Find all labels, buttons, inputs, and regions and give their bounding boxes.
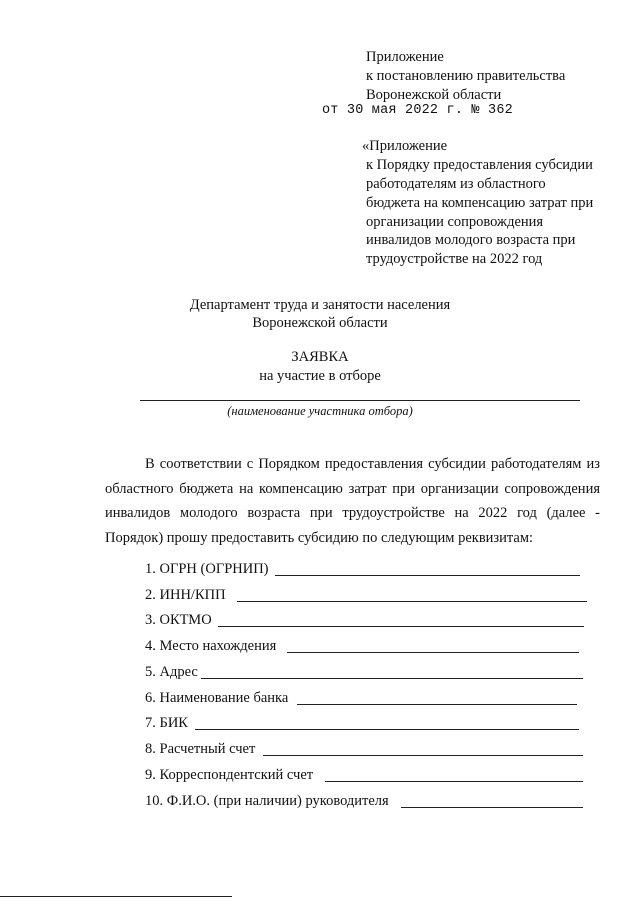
- field-label: 4. Место нахождения: [145, 638, 277, 654]
- field-bank-name[interactable]: [145, 689, 585, 709]
- header-line-2: к постановлению правительства: [366, 68, 566, 84]
- field-blank-line[interactable]: [195, 729, 579, 730]
- field-blank-line[interactable]: [401, 807, 583, 808]
- field-label: 9. Корреспондентский счет: [145, 767, 314, 783]
- field-label: 7. БИК: [145, 715, 188, 731]
- field-label: 5. Адрес: [145, 664, 198, 680]
- participant-name-caption: (наименование участника отбора): [227, 404, 413, 418]
- department-line-2: Воронежской области: [252, 315, 388, 331]
- footnote-separator: [0, 896, 232, 897]
- annex-line-1: «Приложение: [362, 138, 448, 154]
- field-oktmo[interactable]: [145, 611, 585, 631]
- body-paragraph: [105, 452, 600, 550]
- annex-line-7: трудоустройстве на 2022 год: [366, 251, 543, 267]
- field-label: 1. ОГРН (ОГРНИП): [145, 561, 269, 577]
- body-paragraph-text: В соответствии с Порядком предоставления субсидии работодателям из областного бюджета на компенсацию затрат при организации сопровождения инвалидов молодого возраста при трудоустройстве на 2022 год (далее - Порядок) прошу предоставить субсидию по следующим реквизитам:: [105, 456, 600, 546]
- field-settlement-account[interactable]: [145, 740, 585, 760]
- field-ogrn[interactable]: [145, 560, 585, 580]
- document-subtitle: на участие в отборе: [259, 368, 381, 384]
- field-label: 10. Ф.И.О. (при наличии) руководителя: [145, 793, 389, 809]
- field-label: 6. Наименование банка: [145, 690, 289, 706]
- annex-line-4: бюджета на компенсацию затрат при: [366, 195, 594, 211]
- header-line-1: Приложение: [366, 49, 444, 65]
- field-director-name[interactable]: [145, 792, 585, 812]
- field-label: 3. ОКТМО: [145, 612, 212, 628]
- field-address[interactable]: [145, 663, 585, 683]
- department-line-1: Департамент труда и занятости населения: [189, 297, 451, 313]
- field-blank-line[interactable]: [218, 626, 584, 627]
- field-location[interactable]: [145, 637, 585, 657]
- annex-line-6: инвалидов молодого возраста при: [366, 232, 576, 248]
- field-blank-line[interactable]: [287, 652, 579, 653]
- annex-line-3: работодателям из областного: [366, 176, 546, 192]
- field-label: 2. ИНН/КПП: [145, 587, 226, 603]
- field-blank-line[interactable]: [297, 704, 577, 705]
- field-bik[interactable]: [145, 714, 585, 734]
- annex-line-2: к Порядку предоставления субсидии: [366, 157, 593, 173]
- field-inn-kpp[interactable]: [145, 586, 590, 606]
- field-label: 8. Расчетный счет: [145, 741, 256, 757]
- field-blank-line[interactable]: [237, 601, 587, 602]
- participant-name-rule: [140, 400, 580, 401]
- header-line-4: от 30 мая 2022 г. № 362: [322, 103, 513, 118]
- field-blank-line[interactable]: [263, 755, 583, 756]
- annex-line-5: организации сопровождения: [366, 214, 544, 230]
- header-line-3: Воронежской области: [366, 87, 502, 103]
- field-blank-line[interactable]: [275, 575, 580, 576]
- field-correspondent-account[interactable]: [145, 766, 585, 786]
- document-title: ЗАЯВКА: [291, 349, 349, 365]
- field-blank-line[interactable]: [201, 678, 583, 679]
- field-blank-line[interactable]: [325, 781, 583, 782]
